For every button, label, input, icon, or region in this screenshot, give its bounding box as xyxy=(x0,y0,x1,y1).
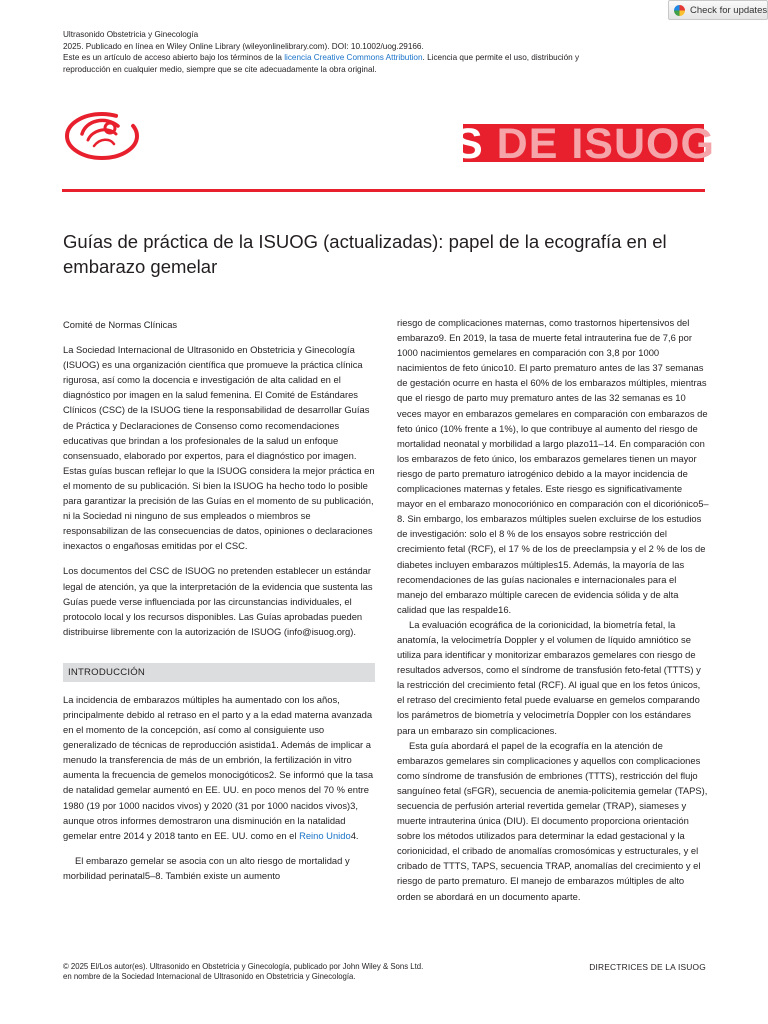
right-paragraph-1: riesgo de complicaciones maternas, como trastornos hipertensivos del embarazo9. En 2019, la tasa de muerte fetal intrauterina fue de 7,6 por 1000 nacimientos gemelares en comparación con 3,8 por 1000 nacimientos de feto único10. El parto prematuro antes de las 37 semanas de gestación ocurre en hasta el 60% de los embarazos múltiples, mientras que el riesgo de parto muy prematuro antes de las 32 semanas es 10 veces mayor en embarazos gemelares en comparación con embarazos de feto único (10% frente a 1%), lo que contribuye al aumento del riesgo de mortalidad neonatal y morbilidad a largo plazo11–14. En comparación con los embarazos de feto único, los embarazos gemelares tienen un mayor riesgo de parto prematuro iatrogénico debido a la mayor incidencia de complicaciones maternas y fetales. Este riesgo es significativamente mayor en el embarazo monocoriónico en comparación con el dicoriónico5–8. Sin embargo, los embarazos múltiples suelen excluirse de los estudios de investigación: solo el 8 % de los ensayos sobre restricción del crecimiento fetal (RCF), el 17 % de los de preeclampsia y el 2 % de los de diabetes incluyen embarazos múltiples15. Además, la mayoría de las recomendaciones de las guías nacionales e internacionales para el manejo del embarazo múltiple carecen de evidencia sólida y de alta calidad que las respalde16. xyxy=(397,317,709,615)
license-line-2: reproducción en cualquier medio, siempre que se cite adecuadamente la obra original. xyxy=(63,64,377,74)
disclaimer-paragraph-1: La Sociedad Internacional de Ultrasonido en Obstetricia y Ginecología (ISUOG) es una organización científica que promueve la práctica clínica rigurosa, así como la docencia e investigación de alta calidad en el diagnóstico por imagen en la salud femenina. El Comité de Estándares Clínicos (CSC) de la ISUOG tiene la responsabilidad de desarrollar Guías de Práctica y Declaraciones de Consenso como recomendaciones educativas que brindan a los profesionales de la salud un enfoque consensuado, elaborado por expertos, para el diagnóstico por imagen. Estas guías buscan reflejar lo que la ISUOG considera la mejor práctica en el momento de su publicación. Si bien la ISUOG ha hecho todo lo posible para garantizar la precisión de las Guías en el momento de su publicación, ni la Sociedad ni ninguno de sus empleados o miembros se responsabilizan de las consecuencias de datos, opiniones o declaraciones inexactos o engañosas emitidas por el CSC. xyxy=(63,344,375,552)
reino-unido-link[interactable]: Reino Unido xyxy=(299,829,351,841)
copyright-line-2: en nombre de la Sociedad Internacional de Ultrasonido en Obstetricia y Ginecología. xyxy=(63,972,356,981)
disclaimer-paragraph-2: Los documentos del CSC de ISUOG no pretenden establecer un estándar legal de atención, ya que la interpretación de la evidencia que sustenta las Guías puede verse influenciada por las circunstancias individuales, el protocolo local y los recursos disponibles. Las Guías aprobadas pueden distribuirse libremente con la autorización de ISUOG (info@isuog.org). xyxy=(63,565,373,637)
right-paragraph-2: La evaluación ecográfica de la corionicidad, la biometría fetal, la anatomía, la velocimetría Doppler y el volumen de líquido amniótico se utiliza para identificar y monitorizar embarazos gemelares con riesgo de resultados adversos, como el síndrome de transfusión feto-fetal (TTTS) y la restricción del crecimiento fetal (RCF). Al igual que en los fetos únicos, el retraso del crecimiento fetal puede evaluarse en gemelos comparando los parámetros de biometría y velocimetría Doppler con los estándares para un embarazo sin complicaciones. xyxy=(397,618,701,736)
crossmark-icon xyxy=(674,5,685,16)
guidelines-banner xyxy=(454,120,715,168)
journal-name: Ultrasonido Obstetricia y Ginecología xyxy=(63,30,199,39)
license-line: Este es un artículo de acceso abierto bajo los términos de la licencia Creative Commons Attribution. Licencia que permite el uso, distribución y xyxy=(63,53,580,63)
author-line: Comité de Normas Clínicas xyxy=(63,319,178,330)
footer-copyright xyxy=(63,962,523,982)
banner-text: S DE ISUOG xyxy=(454,120,715,168)
check-for-updates-label: Check for updates xyxy=(690,4,768,16)
isuog-logo-icon xyxy=(62,104,142,164)
publication-info: 2025. Publicado en línea en Wiley Online Library (wileyonlinelibrary.com). DOI: 10.1002/uog.29166. xyxy=(63,41,424,51)
right-column xyxy=(397,315,709,904)
copyright-line-1: © 2025 El/Los autor(es). Ultrasonido en Obstetricia y Ginecología, publicado por John Wiley & Sons Ltd. xyxy=(63,962,424,971)
right-paragraph-3: Esta guía abordará el papel de la ecografía en la atención de embarazos gemelares sin complicaciones y aquellos con complicaciones como síndrome de transfusión de embriones (TTTS), restricción del flujo sanguíneo fetal (sFGR), secuencia de anemia-policitemia gemelar (TAPS), secuencia de perfusión arterial revertida gemelar (TRAP), siameses y muerte intrauterina única (DIU). El documento proporciona orientación sobre los métodos utilizados para determinar la edad gestacional y la corionicidad, el cribado de anomalías cromosómicas y estructurales, y el cribado de TTTS, TAPS, secuencia TRAP, anomalías del crecimiento y el riesgo de parto prematuro. El manejo de embarazos múltiples de alto orden se abordará en un documento aparte. xyxy=(397,739,708,902)
license-link[interactable]: licencia Creative Commons Attribution xyxy=(284,53,423,63)
left-column xyxy=(63,317,375,883)
section-heading-introduccion: INTRODUCCIÓN xyxy=(63,663,375,682)
check-for-updates-button[interactable] xyxy=(668,0,768,20)
article-title: Guías de práctica de la ISUOG (actualizadas): papel de la ecografía en el embarazo gemelar xyxy=(63,231,667,277)
intro-paragraph-2: El embarazo gemelar se asocia con un alto riesgo de mortalidad y morbilidad perinatal5–8. También existe un aumento xyxy=(63,854,350,881)
header-divider xyxy=(62,189,705,192)
intro-paragraph-1: La incidencia de embarazos múltiples ha aumentado con los años, principalmente debido al retraso en el parto y a la edad materna avanzada en el momento de la concepción, así como al consiguiente uso generalizado de técnicas de reproducción asistida1. Además de implicar a menudo la transferencia de más de un embrión, la fertilización in vitro aumenta la frecuencia de gemelos monocigóticos2. Se informó que la tasa de natalidad gemelar aumentó en EE. UU. en poco menos del 70 % entre 1980 (19 por 1000 nacidos vivos) y 2020 (31 por 1000 nacidos vivos)3, aunque otros informes demostraron una disminución en la natalidad gemelar entre 2014 y 2018 tanto en EE. UU. como en el Reino Unido4. xyxy=(63,693,374,841)
journal-header xyxy=(63,29,713,75)
running-title: DIRECTRICES DE LA ISUOG xyxy=(589,962,706,972)
